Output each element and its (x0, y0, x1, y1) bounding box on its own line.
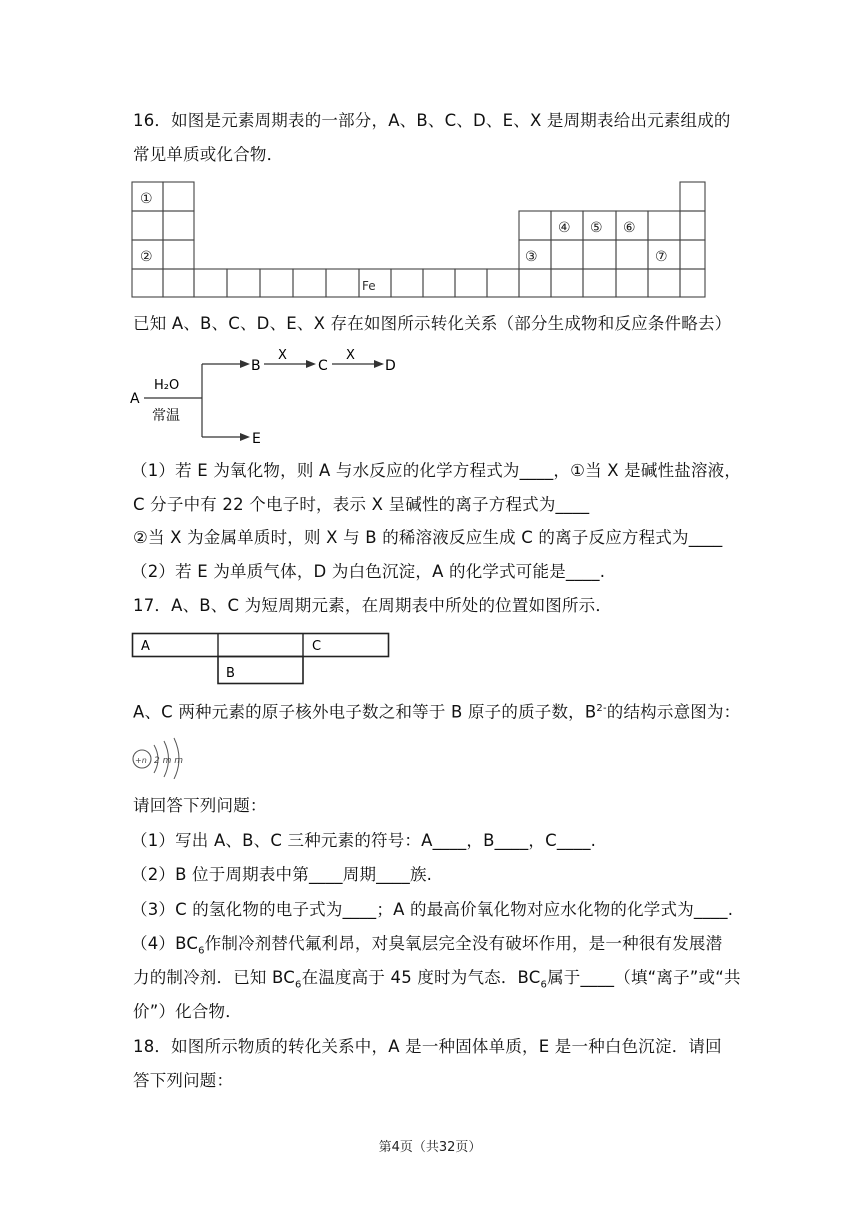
diagram-a: A (130, 391, 140, 407)
p-block (519, 182, 705, 297)
diagram-c: C (318, 358, 328, 374)
page-footer: 第4页（共32页） (378, 1140, 482, 1155)
cell-label-fe: Fe (362, 279, 376, 293)
q17-part-4 (131, 932, 722, 963)
q17-part-4-a: （4）BC (131, 934, 199, 953)
subscript-6: 6 (198, 945, 205, 957)
cell-label-2: ② (140, 249, 153, 265)
table-c: C (312, 639, 322, 654)
diagram-water: H₂O (154, 378, 180, 393)
diagram-b: B (251, 358, 261, 374)
q16-part-2: （2）若 E 为单质气体，D 为白色沉淀，A 的化学式可能是____. (131, 562, 606, 581)
position-table (131, 632, 393, 688)
diagram-x-2: X (346, 348, 355, 363)
q17-line-2 (133, 697, 740, 725)
q17-line-2-text: A、C 两种元素的原子核外电子数之和等于 B 原子的质子数，B (133, 702, 597, 722)
diagram-condition: 常温 (152, 408, 180, 424)
transition-row (194, 269, 519, 297)
q17-part-4-b: 作制冷剂替代氟利昂，对臭氧层完全没有破坏作用，是一种很有发展潜 (204, 934, 723, 953)
cell-label-5: ⑤ (590, 220, 603, 236)
table-a: A (141, 639, 150, 654)
cell-label-6: ⑥ (623, 220, 636, 236)
q17-line-2-end: 的结构示意图为： (606, 702, 741, 722)
q17-part-3: （3）C 的氢化物的电子式为____；A 的最高价氧化物对应水化物的化学式为____. (131, 900, 734, 919)
subscript-6: 6 (540, 979, 548, 991)
diagram-x-1: X (278, 348, 287, 363)
cell-label-4: ④ (558, 220, 571, 236)
conversion-diagram (128, 345, 418, 450)
q17-part-4-end: 价”）化合物． (133, 1002, 242, 1021)
q17-part-5-c: 属于____（填“离子”或“共 (547, 968, 741, 987)
cell-label-3: ③ (525, 249, 538, 265)
diagram-e: E (252, 431, 261, 447)
q17-line-1: 17．A、B、C 为短周期元素，在周期表中所处的位置如图所示． (133, 596, 613, 615)
q18-line-2: 答下列问题： (133, 1071, 234, 1090)
cell-label-7: ⑦ (655, 249, 668, 265)
q17-part-5-a: 力的制冷剂．已知 BC (133, 968, 295, 987)
atom-nucleus: +n (135, 756, 147, 765)
q16-line-2: 常见单质或化合物． (133, 145, 284, 164)
q17-part-2: （2）B 位于周期表中第____周期____族. (131, 865, 433, 884)
diagram-d: D (385, 358, 396, 374)
q17-part-1: （1）写出 A、B、C 三种元素的符号：A____，B____，C____. (131, 831, 597, 850)
cell-label-1: ① (140, 191, 153, 207)
q16-line-3: 已知 A、B、C、D、E、X 存在如图所示转化关系（部分生成物和反应条件略去） (133, 314, 732, 333)
q18-line-1: 18．如图所示物质的转化关系中，A 是一种固体单质，E 是一种白色沉淀．请回 (133, 1037, 722, 1056)
table-b: B (226, 666, 235, 681)
q16-part-1-b: ②当 X 为金属单质时，则 X 与 B 的稀溶液反应生成 C 的离子反应方程式为____ (133, 528, 723, 547)
q17-part-5-b: 在温度高于 45 度时为气态．BC (301, 968, 541, 987)
atom-shells: 2 m m (154, 756, 183, 766)
q16-part-1-cont: C 分子中有 22 个电子时，表示 X 呈碱性的离子方程式为____ (133, 495, 590, 514)
periodic-table-fragment (130, 180, 710, 300)
q16-line-1: 16．如图是元素周期表的一部分，A、B、C、D、E、X 是周期表给出元素组成的 (133, 111, 731, 130)
charge-superscript: 2- (596, 703, 607, 714)
q17-part-4-cont (133, 966, 741, 997)
subscript-6: 6 (295, 979, 302, 991)
q17-line-3: 请回答下列问题： (133, 796, 267, 815)
atom-structure-diagram (130, 733, 200, 779)
q16-part-1: （1）若 E 为氧化物，则 A 与水反应的化学方程式为____，①当 X 是碱性盐溶液， (131, 461, 742, 480)
